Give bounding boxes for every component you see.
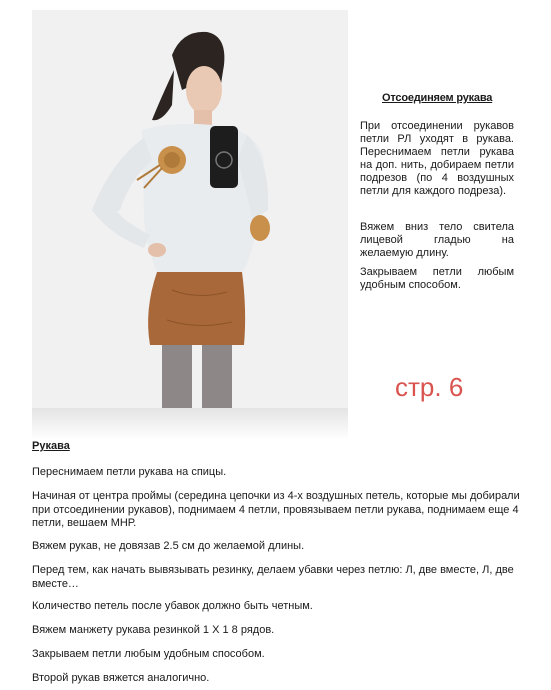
photo-reflection xyxy=(32,408,348,440)
sleeves-line-6: Вяжем манжету рукава резинкой 1 Х 1 8 рядов. xyxy=(32,624,275,636)
sleeves-line-4: Перед тем, как начать вывязывать резинку, делаем убавки через петлю: Л, две вместе, Л, две вместе… xyxy=(32,564,514,590)
model-photo xyxy=(32,10,348,408)
section-title-sleeves: Рукава xyxy=(32,440,70,452)
paragraph-knit-body: Вяжем вниз тело свитела лицевой гладью на желаемую длину. xyxy=(360,221,514,259)
section-title-detach-sleeves: Отсоединяем рукава xyxy=(382,92,493,104)
sleeves-line-1: Переснимаем петли рукава на спицы. xyxy=(32,466,227,478)
paragraph-detach-sleeves: При отсоединении рукавов петли РЛ уходят в рукава. Переснимаем петли рукава на доп. нить, добираем петли подрезов (по 4 воздушных петли для каждого подреза). xyxy=(360,120,514,197)
sleeves-line-7: Закрываем петли любым удобным способом. xyxy=(32,648,265,660)
model-illustration xyxy=(32,10,348,408)
page-number: стр. 6 xyxy=(395,372,464,402)
sleeves-line-8: Второй рукав вяжется аналогично. xyxy=(32,672,210,684)
paragraph-bind-off: Закрываем петли любым удобным способом. xyxy=(360,266,514,291)
sleeves-line-5: Количество петель после убавок должно быть четным. xyxy=(32,600,313,612)
sleeves-line-3: Вяжем рукав, не довязав 2.5 см до желаемой длины. xyxy=(32,540,305,552)
sleeves-line-2: Начиная от центра проймы (середина цепочки из 4-х воздушных петель, которые мы добирали при отсоединении рукавов), поднимаем 4 петли, провязываем петли рукава, поднимаем еще 4 петли, вешаем МНР. xyxy=(32,490,520,529)
